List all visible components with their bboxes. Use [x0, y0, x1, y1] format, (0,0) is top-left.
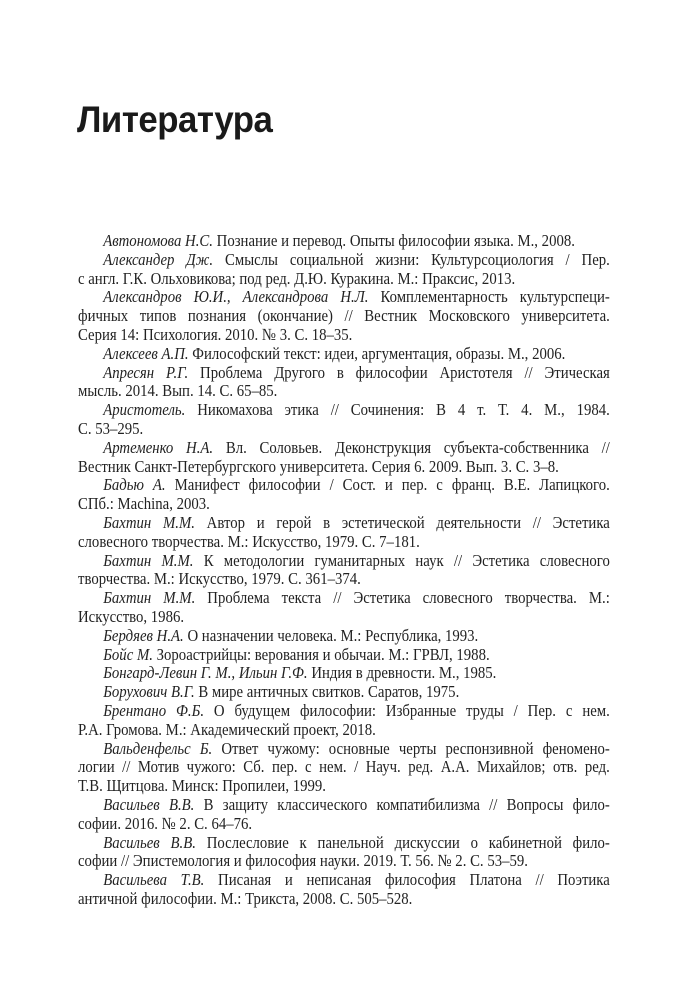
bib-line: Вальденфельс Б. Ответ чужому: основные черты респонзивной феномено-	[103, 739, 610, 758]
bib-line: Артеменко Н.А. Вл. Соловьев. Деконструкция субъекта-собственника //	[103, 438, 610, 457]
bib-line: логии // Мотив чужого: Сб. пер. с нем. / Науч. ред. А.А. Михайлов; отв. ред.	[78, 758, 610, 777]
author-name: Апресян Р.Г.	[103, 363, 189, 382]
author-name: Аристотель.	[103, 401, 186, 420]
author-name: Автономова Н.С.	[103, 232, 213, 250]
author-name: Александров Ю.И., Александрова Н.Л.	[103, 288, 369, 307]
bib-entry	[78, 364, 674, 402]
bib-line: Автономова Н.С. Познание и перевод. Опыты философии языка. М., 2008.	[103, 232, 575, 250]
bibliography-list	[78, 232, 674, 909]
author-name: Бахтин М.М.	[103, 513, 195, 532]
bib-line: Бойс М. Зороастрийцы: верования и обычаи. М.: ГРВЛ, 1988.	[103, 645, 490, 664]
bib-line: с англ. Г.К. Ольховикова; под ред. Д.Ю. Куракина. М.: Праксис, 2013.	[78, 269, 516, 288]
bib-entry	[78, 683, 674, 702]
bib-entry	[78, 552, 674, 590]
author-name: Бердяев Н.А.	[103, 626, 184, 645]
bib-line: Бадью А. Манифест философии / Сост. и пер. с франц. В.Е. Лапицкого.	[103, 476, 610, 495]
bib-line: Бердяев Н.А. О назначении человека. М.: Республика, 1993.	[103, 626, 479, 645]
bib-line: фичных типов познания (окончание) // Вестник Московского университета.	[78, 307, 610, 326]
bib-line: Васильев В.В. Послесловие к панельной дискуссии о кабинетной фило-	[103, 833, 610, 852]
bib-line: Апресян Р.Г. Проблема Другого в философии Аристотеля // Этическая	[103, 363, 610, 382]
bib-line: Бахтин М.М. К методологии гуманитарных наук // Эстетика словесного	[103, 551, 610, 570]
bib-line: словесного творчества. М.: Искусство, 1979. С. 7–181.	[78, 532, 420, 551]
author-name: Бахтин М.М.	[103, 589, 196, 608]
bib-line: Брентано Ф.Б. О будущем философии: Избранные труды / Пер. с нем.	[103, 701, 610, 720]
author-name: Александер Дж.	[103, 250, 214, 269]
bib-line: СПб.: Machina, 2003.	[78, 495, 210, 514]
bib-line: Васильев В.В. В защиту классического компатибилизма // Вопросы фило-	[103, 795, 610, 814]
bib-entry	[78, 871, 674, 909]
bib-line: Борухович В.Г. В мире античных свитков. Саратов, 1975.	[103, 683, 460, 702]
bib-entry	[78, 702, 674, 740]
bib-line: софии // Эпистемология и философия науки. 2019. Т. 56. № 2. С. 53–59.	[78, 852, 528, 871]
bib-line: Бахтин М.М. Автор и герой в эстетической деятельности // Эстетика	[103, 513, 610, 532]
bib-line: Т.В. Щитцова. Минск: Пропилеи, 1999.	[78, 777, 326, 796]
author-name: Васильев В.В.	[103, 833, 196, 852]
bib-entry	[78, 232, 674, 251]
bib-entry	[78, 834, 674, 872]
bib-entry	[78, 589, 674, 627]
bib-line: Александров Ю.И., Александрова Н.Л. Комплементарность культурспеци-	[103, 288, 610, 307]
bib-entry	[78, 796, 674, 834]
author-name: Брентано Ф.Б.	[103, 701, 205, 720]
bib-line: Серия 14: Психология. 2010. № 3. С. 18–35.	[78, 325, 353, 344]
bib-line: Аристотель. Никомахова этика // Сочинения: В 4 т. Т. 4. М., 1984.	[103, 401, 610, 420]
author-name: Алексеев А.П.	[103, 344, 189, 363]
bib-line: С. 53–295.	[78, 419, 144, 438]
bib-line: софии. 2016. № 2. С. 64–76.	[78, 814, 253, 833]
chapter-title: Литература	[77, 99, 273, 140]
author-name: Васильев В.В.	[103, 795, 195, 814]
bib-entry	[78, 627, 674, 646]
bib-line: Вестник Санкт-Петербургского университета. Серия 6. 2009. Вып. 3. С. 3–8.	[78, 457, 559, 476]
author-name: Бадью А.	[103, 476, 166, 495]
author-name: Бахтин М.М.	[103, 551, 194, 570]
author-name: Борухович В.Г.	[103, 683, 195, 702]
bib-line: античной философии. М.: Трикста, 2008. С. 505–528.	[78, 889, 413, 908]
bib-entry	[78, 439, 674, 477]
bib-entry	[78, 646, 674, 665]
bib-line: Бахтин М.М. Проблема текста // Эстетика словесного творчества. М.:	[103, 589, 610, 608]
bib-line: мысль. 2014. Вып. 14. С. 65–85.	[78, 382, 278, 401]
bib-line: Бонгард-Левин Г. М., Ильин Г.Ф. Индия в древности. М., 1985.	[103, 664, 497, 683]
bib-entry	[78, 288, 674, 344]
bib-line: Александер Дж. Смыслы социальной жизни: Культурсоциология / Пер.	[103, 250, 610, 269]
bib-entry	[78, 514, 674, 552]
bib-entry	[78, 401, 674, 439]
author-name: Бонгард-Левин Г. М., Ильин Г.Ф.	[103, 664, 308, 683]
author-name: Вальденфельс Б.	[103, 739, 213, 758]
author-name: Артеменко Н.А.	[103, 438, 214, 457]
bib-entry	[78, 345, 674, 364]
bib-entry	[78, 251, 674, 289]
bib-line: Искусство, 1986.	[78, 607, 185, 626]
bib-entry	[78, 740, 674, 796]
bib-entry	[78, 476, 674, 514]
bib-line: творчества. М.: Искусство, 1979. С. 361–374.	[78, 570, 361, 589]
bib-line: Васильева Т.В. Писаная и неписаная философия Платона // Поэтика	[103, 871, 610, 890]
author-name: Бойс М.	[103, 645, 153, 664]
bib-entry	[78, 664, 674, 683]
author-name: Васильева Т.В.	[103, 871, 205, 890]
bib-line: Алексеев А.П. Философский текст: идеи, аргументация, образы. М., 2006.	[103, 344, 566, 363]
bib-line: Р.А. Громова. М.: Академический проект, 2018.	[78, 720, 376, 739]
